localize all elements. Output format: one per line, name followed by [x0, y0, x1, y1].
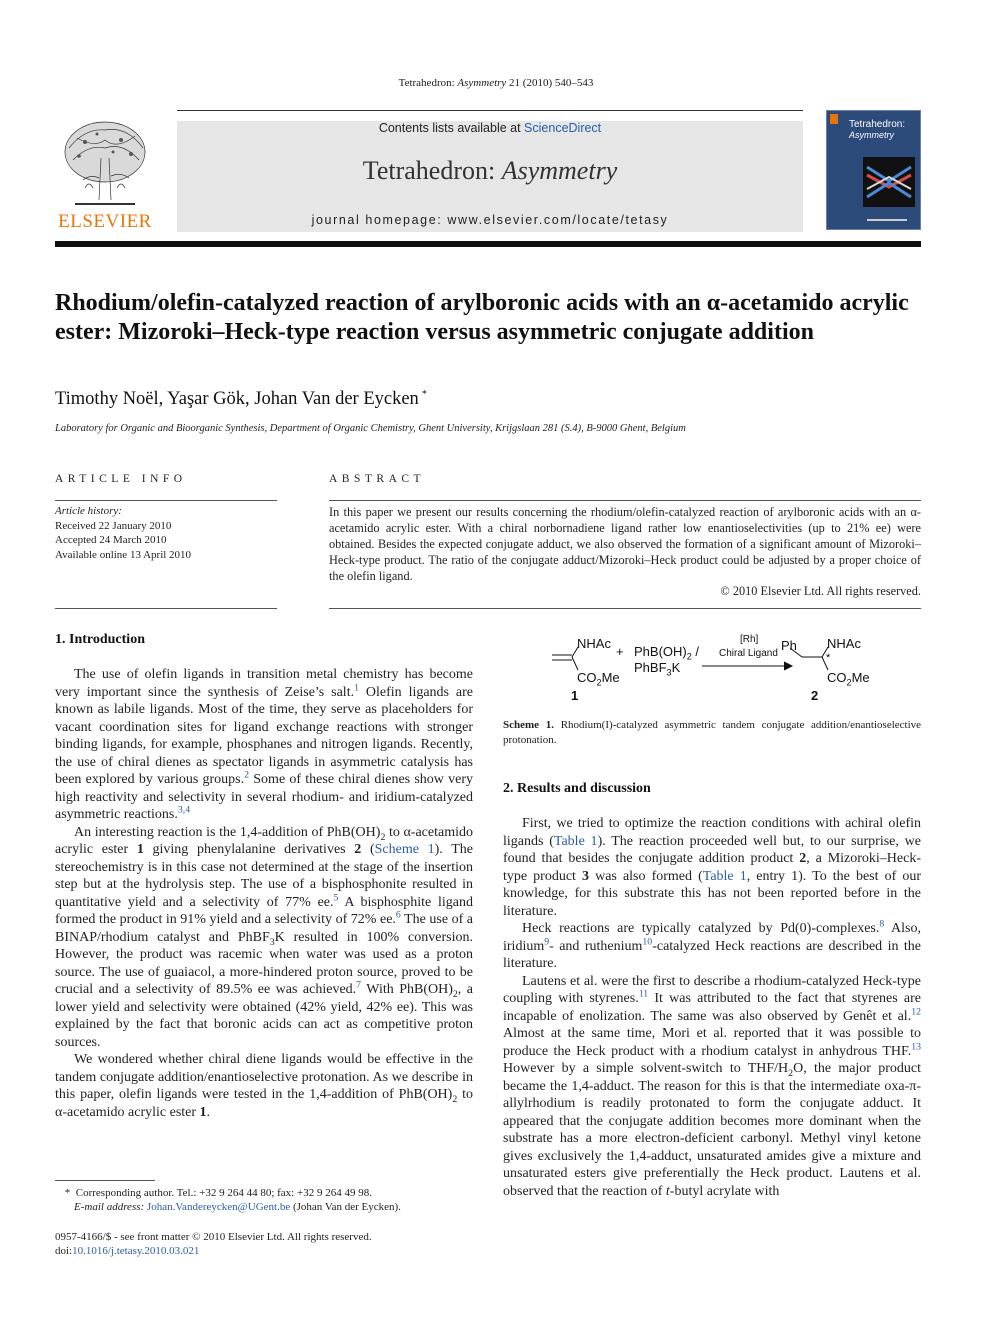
- scheme-catalyst: [Rh]: [740, 634, 759, 645]
- scheme-reagents: $PhB(OH)_2$ / PhBF$_3$K: [634, 644, 700, 678]
- doi-link[interactable]: 10.1016/j.tetasy.2010.03.021: [72, 1245, 200, 1257]
- author-email-link[interactable]: Johan.Vandereycken@UGent.be: [146, 1201, 291, 1213]
- article-history: Article history: Received 22 January 2010 Accepted 24 March 2010 Available online 13 April 2010: [55, 505, 192, 561]
- scheme-nhac-1: NHAc: [577, 636, 611, 651]
- results-heading: 2. Results and discussion: [503, 781, 651, 796]
- scheme-ph: Ph: [781, 638, 797, 653]
- author-list: Timothy Noël, Yaşar Gök, Johan Van der Eycken *: [55, 388, 427, 409]
- masthead-thick-rule: [55, 241, 921, 247]
- article-info-rule: [55, 500, 277, 501]
- abstract-text: In this paper we present our results concerning the rhodium/olefin-catalyzed reaction of arylboronic acids with an α-acetamido acrylic ester. With a chiral norbornadiene ligand rather low enantioselectivities (up to 21% ee) were obtained. Besides the expected conjugate adduct, we also observed the formation of a significant amount of Mizoroki–Heck-type product. The ratio of the conjugate adduct/Mizoroki–Heck product could be adjusted by a proper choice of the olefin ligand.: [329, 505, 921, 583]
- scheme-plus: +: [616, 644, 624, 659]
- elsevier-wordmark[interactable]: ELSEVIER: [58, 211, 152, 232]
- scheme-ligand: Chiral Ligand: [719, 648, 778, 659]
- abstract-copyright: © 2010 Elsevier Ltd. All rights reserved.: [720, 584, 921, 598]
- front-matter: 0957-4166/$ - see front matter © 2010 Elsevier Ltd. All rights reserved. doi:10.1016/j.tetasy.2010.03.021: [55, 1231, 372, 1257]
- article-title: Rhodium/olefin-catalyzed reaction of arylboronic acids with an α-acetamido acrylic ester: Mizoroki–Heck-type reaction versus asymmetric conjugate addition: [55, 290, 909, 345]
- journal-homepage[interactable]: journal homepage: www.elsevier.com/locate/tetasy: [311, 213, 669, 227]
- abstract-bottom-rule: [329, 608, 921, 609]
- abstract-rule: [329, 500, 921, 501]
- cover-title: Tetrahedron: Asymmetry: [849, 119, 906, 140]
- journal-citation: Tetrahedron: Asymmetry 21 (2010) 540–543: [398, 77, 594, 89]
- article-info-bottom-rule: [55, 608, 277, 609]
- header-rule: [177, 110, 803, 111]
- article-info-heading: ARTICLE INFO: [55, 473, 187, 485]
- abstract-heading: ABSTRACT: [329, 473, 426, 485]
- corresponding-author-mark[interactable]: *: [421, 388, 427, 400]
- scheme-stereocenter: *: [826, 652, 831, 664]
- scheme-nhac-2: NHAc: [827, 636, 861, 651]
- affiliation: Laboratory for Organic and Bioorganic Synthesis, Department of Organic Chemistry, Ghent University, Krijgslaan 281 (S.4), B-9000 Ghent, Belgium: [55, 423, 686, 434]
- corresponding-footnote: * Corresponding author. Tel.: +32 9 264 44 80; fax: +32 9 264 49 98. E-mail address: Johan.Vandereycken@UGent.be (Johan Van der Eycken).: [62, 1187, 401, 1213]
- scheme-compound-1: 1: [571, 688, 579, 703]
- contents-line: Contents lists available at ScienceDirect: [378, 121, 602, 135]
- scheme-co2me-1: $CO_2Me$: [577, 670, 620, 688]
- journal-cover-image[interactable]: [826, 110, 921, 230]
- scheme-compound-2: 2: [811, 688, 819, 703]
- scheme-1-graphic: [540, 630, 900, 705]
- cover-graphic: [863, 157, 915, 207]
- intro-heading: 1. Introduction: [55, 632, 145, 647]
- scheme-co2me-2: $CO_2Me$: [827, 670, 870, 688]
- footnote-rule: [55, 1180, 155, 1181]
- scheme-caption: Scheme 1. Rhodium(I)-catalyzed asymmetric tandem conjugate addition/enantioselective protonation.: [503, 719, 922, 746]
- sciencedirect-link[interactable]: ScienceDirect: [524, 121, 602, 135]
- results-body: First, we tried to optimize the reaction conditions with achiral olefin ligands (Table 1). The reaction proceeded well but, to our surprise, we found that besides the conjugate addition product 2, a Mizoroki–Heck-type product 3 was also formed (Table 1, entry 1). To the best of our knowledge, for this substrate this has not been reported before in the literature. Heck reactions are typically catalyzed by Pd(0)-complexes.$^8$ Also, iridium$^9$- and ruthenium$^{10}$-catalyzed Heck reactions are described in the literature. Lautens et al. were the first to describe a rhodium-catalyzed Heck-type coupling with styrenes.$^{11}$ It was attributed to the fact that styrenes are incapable of enolization. The same was also observed by Genêt et al.$^{12}$ Almost at the same time, Mori et al. reported that it was possible to produce the Heck product with a rhodium catalyst in anhydrous THF.$^{13}$ However by a simple solvent-switch to THF/$H_2O$, the major product became the 1,4-adduct. The reason for this is that the intermediate oxa-π-allylrhodium is readily protonated to form the conjugate adduct. It appeared that the conjugate addition becomes more dominant when the substrate has a more electron-deficient carbonyl. Methyl vinyl ketone gives exclusively the 1,4-adduct, unsaturated amides give a mixture and unsaturated esters give preferentially the Heck product. Lautens et al. observed that the reaction of t-butyl acrylate with: [503, 816, 922, 1199]
- intro-body: The use of olefin ligands in transition metal chemistry has become very important since the synthesis of Zeise’s salt.$^1$ Olefin ligands are known as labile ligands. Most of the time, they serve as placeholders for vacant coordination sites for ligand exchange reactions with stronger binding ligands, for example, phosphanes and nitrogen ligands. Recently, the use of chiral dienes as spectator ligands in asymmetric catalysis has been explored by various groups.$^2$ Some of these chiral dienes show very high reactivity and selectivity in several rhodium- and iridium-catalyzed asymmetric reactions.$^{3,4}$ An interesting reaction is the 1,4-addition of $PhB(OH)_2$ to α-acetamido acrylic ester 1 giving phenylalanine derivatives 2 (Scheme 1). The stereochemistry is in this case not determined at the stage of the insertion step but at the hydrolysis step. The use of a bisphosphonite resulted in quantitative yield and a selectivity of 77% ee.$^5$ A bisphosphite ligand formed the product in 91% yield and a selectivity of 72% ee.$^6$ The use of a BINAP/rhodium catalyst and PhBF$_3$K resulted in 100% conversion. However, the product was racemic when water was used as a proton source. The use of guaiacol, a more-hindered proton source, proved to be crucial and a selectivity of 89.5% ee was achieved.$^7$ With $PhB(OH)_2$, a lower yield and selectivity were obtained (42% yield, 42% ee). This was explained by the fact that boronic acids can act as competitive proton sources. We wondered whether chiral diene ligands would be effective in the tandem conjugate addition/enantioselective protonation. As we describe in this paper, olefin ligands were tested in the 1,4-addition of $PhB(OH)_2$ to α-acetamido acrylic ester 1.: [55, 667, 474, 1120]
- journal-title: Tetrahedron: Asymmetry: [362, 156, 618, 185]
